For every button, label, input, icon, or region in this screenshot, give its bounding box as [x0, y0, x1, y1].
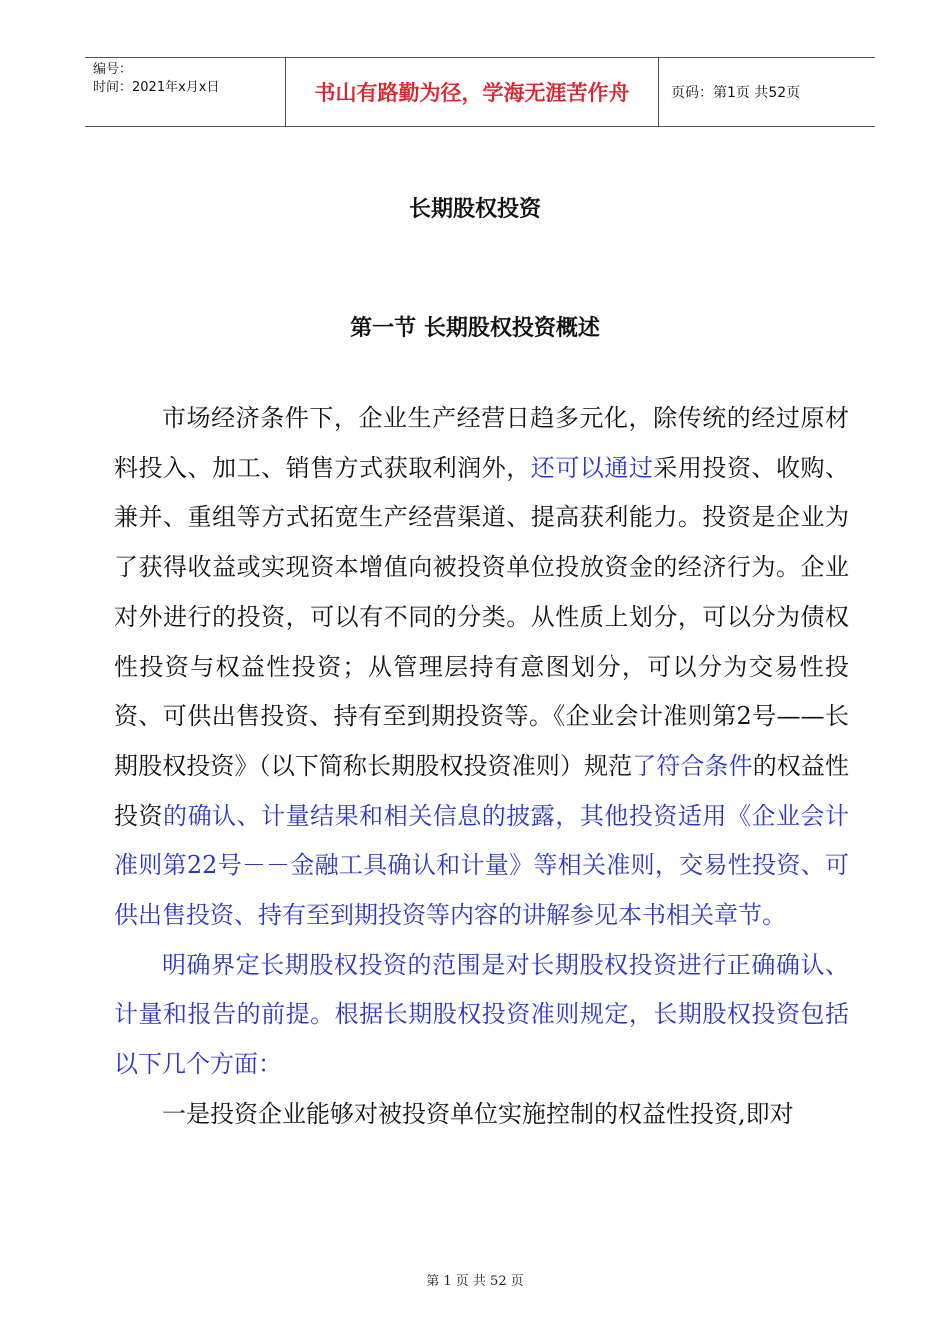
header-motto: 书山有路勤为径，学海无涯苦作舟 — [286, 58, 659, 126]
paragraph-3: 一是投资企业能够对被投资单位实施控制的权益性投资,即对 — [162, 1099, 794, 1128]
page-header — [85, 57, 875, 127]
document-title: 长期股权投资 — [408, 197, 541, 222]
p1-text-d: 了符合条件 — [632, 751, 753, 780]
section-title: 第一节 长期股权投资概述 — [350, 316, 600, 341]
paragraph-2: 明确界定长期股权投资的范围是对长期股权投资进行正确确认、计量和报告的前提。根据长期股权投资准则规定，长期股权投资包括以下几个方面： — [114, 950, 849, 1079]
header-meta-cell — [85, 58, 286, 126]
number-label: 编号： — [93, 62, 133, 77]
paragraph-1 — [114, 394, 849, 941]
p1-text-f: 的确认、计量结果和相关信息的披露，其他投资适用《企业会计准则第22号－－金融工具确认和计量》等相关准则，交易性投资、可供出售投资、持有至到期投资等内容的讲解参见本书相关章节。 — [114, 801, 850, 930]
p1-text-a: 市场经济条件下，企业生产经营日趋多元化，除传统的经过原材料投入、加工、销售方式获取利润外， — [114, 404, 849, 482]
header-page-info: 页码：第1页 共52页 — [671, 85, 801, 101]
time-label: 时间：2021年x月x日 — [93, 80, 220, 95]
document-body — [114, 394, 849, 1140]
page-footer: 第 1 页 共 52 页 — [426, 1274, 524, 1289]
p1-text-c: 采用投资、收购、兼并、重组等方式拓宽生产经营渠道、提高获利能力。投资是企业为了获得收益或实现资本增值向被投资单位投放资金的经济行为。企业对外进行的投资，可以有不同的分类。从性质上划分，可以分为债权性投资与权益性投资；从管理层持有意图划分，可以分为交易性投资、可供出售投资、持有至到期投资等。《企业会计准则第2号——长期股权投资》（以下简称长期股权投资准则）规范 — [114, 453, 850, 780]
p1-text-b: 还可以通过 — [530, 453, 654, 482]
p1-text-e: 的权益性投资 — [114, 751, 850, 830]
